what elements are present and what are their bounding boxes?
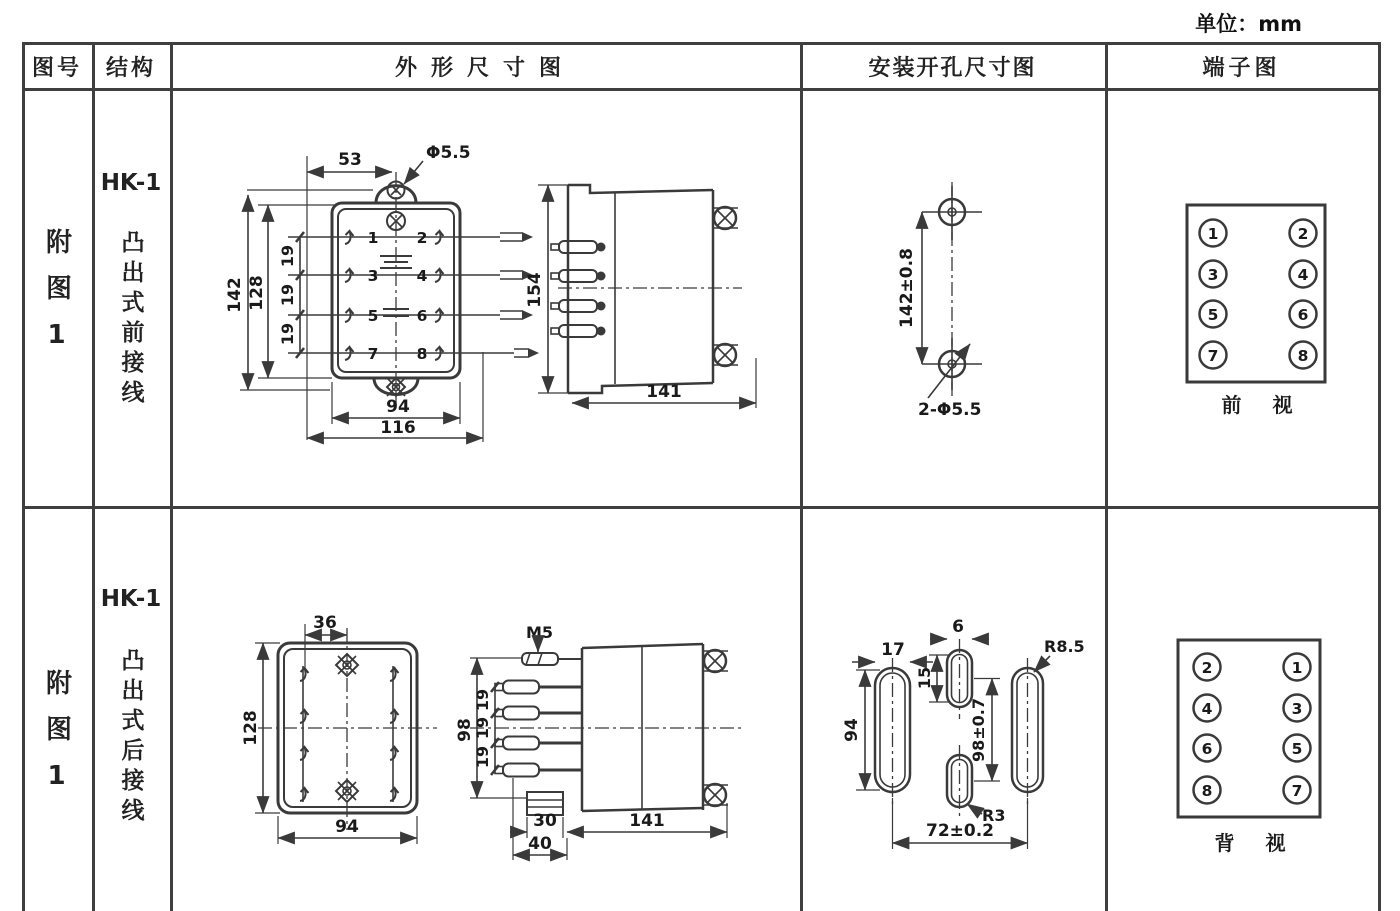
dim-98-07-label: 98±0.7 [969,697,988,763]
table-right-border [1378,42,1381,911]
dim-116-label: 116 [380,418,416,438]
dim-15-label: 15 [915,666,934,690]
terminal-num: 4 [1201,700,1213,718]
dim-40-label: 40 [528,834,552,854]
dim-128-label: 128 [241,710,261,746]
row1-mounting-linework [922,182,982,396]
terminal-num: 8 [1297,347,1309,365]
row2-side-view-linework [470,644,745,815]
front-terminal-6: 6 [416,307,428,325]
front-terminal-7: 7 [367,345,379,363]
row1-view-label: 前 视 [1221,393,1305,417]
row2-view-label: 背 视 [1214,831,1298,855]
row1-side-studs [551,241,606,337]
header-structure: 结构 [105,56,156,81]
front-terminal-4: 4 [416,267,428,285]
header-fig-no: 图号 [31,56,82,81]
front-terminal-8: 8 [416,345,428,363]
dim-ear-hole-label: Φ5.5 [426,143,471,163]
front-terminal-3: 3 [367,267,379,285]
row2-structure: 凸出式后接线 [117,648,144,828]
header-outline: 外形尺寸图 [394,56,575,81]
row1-side-view-dimensions [525,185,756,408]
row1-front-view-dimensions [225,143,483,442]
terminal-num: 7 [1207,347,1219,365]
dim-6-label: 6 [952,617,964,637]
dim-94-label: 94 [386,397,410,417]
dim-r85-label: R8.5 [1044,637,1085,656]
row2-structure-cell [92,508,170,911]
row2-mounting-linework [875,639,1043,819]
dim-72-02-label: 72±0.2 [925,821,995,841]
row2-fig-no: 附图1 [41,668,72,811]
dim-94-label: 94 [842,718,862,742]
dim-94-label: 94 [335,817,359,837]
row2-terminal-diagram [1105,508,1378,911]
dim-m5-label: M5 [526,623,554,642]
unit-label: 单位：mm [1195,12,1302,36]
terminal-num: 8 [1201,782,1213,800]
row1-front-view-linework [288,172,539,404]
row1-structure: 凸出式前接线 [117,230,144,410]
row2-side-view-dimensions [455,623,727,860]
dim-128-label: 128 [247,275,267,311]
dim-30-label: 30 [533,811,557,831]
terminal-num: 3 [1291,700,1303,718]
terminal-num: 6 [1297,306,1309,324]
row1-structure-cell [92,90,170,508]
row1-fig-no-cell [22,90,92,508]
dim-141-label: 141 [646,382,682,402]
terminal-num: 7 [1291,782,1303,800]
dim-141-label: 141 [629,811,665,831]
terminal-num: 2 [1201,659,1213,677]
row1-outline-drawing [170,90,800,508]
terminal-num: 1 [1291,659,1303,677]
dim-19-label: 19 [278,322,297,346]
dim-98-label: 98 [455,718,475,742]
row2-mounting-drawing [800,508,1105,911]
row1-terminal-circles [1200,220,1317,369]
row1-side-view-linework [551,185,742,393]
terminal-num: 4 [1297,266,1309,284]
row2-outline-drawing [170,508,800,911]
row1-fig-no: 附图1 [41,228,72,370]
dim-19-label: 19 [473,688,492,712]
terminal-num: 1 [1207,225,1219,243]
dim-142-08-label: 142±0.8 [897,248,917,328]
dim-19-label: 19 [473,716,492,740]
dim-53-label: 53 [338,150,362,170]
front-terminal-5: 5 [367,307,379,325]
front-terminal-1: 1 [367,229,379,247]
terminal-num: 5 [1291,740,1303,758]
dim-r3-label: R3 [982,806,1006,825]
front-terminal-2: 2 [416,229,428,247]
dim-154-label: 154 [525,272,545,308]
dim-19-label: 19 [278,244,297,268]
dim-36-label: 36 [313,613,337,633]
terminal-num: 3 [1207,266,1219,284]
terminal-num: 2 [1297,225,1309,243]
terminal-num: 5 [1207,306,1219,324]
row2-front-view-linework [258,628,437,830]
row2-terminal-circles [1194,654,1311,804]
terminal-num: 6 [1201,740,1213,758]
dim-17-label: 17 [881,640,905,660]
row1-model: HK-1 [100,170,162,196]
row1-terminal-diagram [1105,90,1378,508]
dim-142-label: 142 [225,277,245,313]
header-mounting: 安装开孔尺寸图 [868,56,1037,81]
header-terminal: 端子图 [1202,56,1281,81]
row2-model: HK-1 [100,586,162,612]
row2-fig-no-cell [22,508,92,911]
row1-mounting-dimensions [897,212,981,420]
dim-19-label: 19 [278,283,297,307]
dim-2-phi55-label: 2-Φ5.5 [918,400,982,420]
dim-19-label: 19 [473,745,492,769]
row1-mounting-drawing [800,90,1105,508]
